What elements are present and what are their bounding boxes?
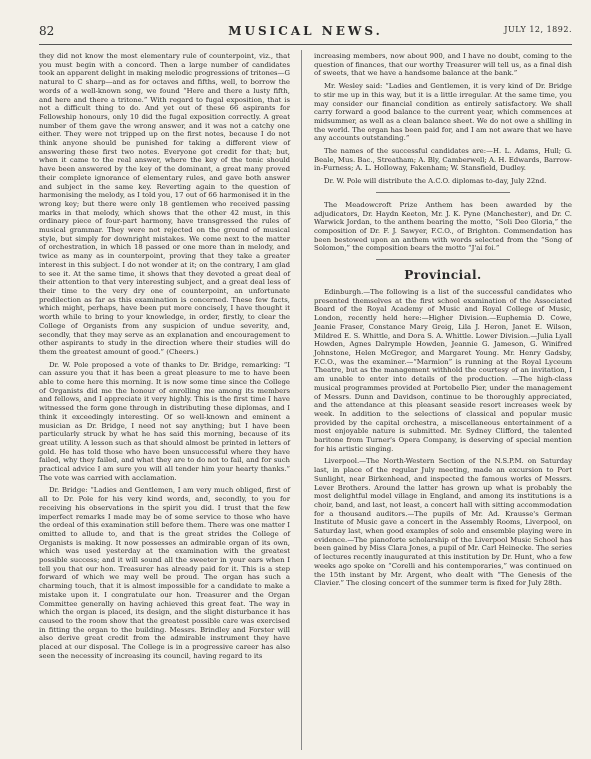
issue-date: JULY 12, 1892. [504, 25, 572, 34]
section-heading: Provincial. [404, 268, 482, 283]
article-paragraph: The names of the successful candidates are:—H. L. Adams, Hull; G. Beale, Mus. Bac., Streatham; A. Bly, Camberwell; A. H. Edwards, Barrow-in-Furness; A. L. Holloway, Fakenham; W. Stansfield, Dudley. [314, 147, 572, 173]
section-divider [376, 259, 510, 260]
publication-title: MUSICAL NEWS. [228, 24, 383, 38]
article-paragraph: increasing members, now about 900, and I have no doubt, coming to the question of finances, that our worthy Treasurer will tell us, as a final dish of sweets, that we have a handsome balance at the bank.” [314, 52, 572, 78]
left-column [39, 52, 290, 665]
article-paragraph: Dr. W. Pole proposed a vote of thanks to Dr. Bridge, remarking: “I can assure you that it has been a great pleasure to me to have been able to come here this morning. It is now some time since the College of Organists did me the honour of enrolling me among its members and fellows, and I appreciate it very highly. This is the first time I have witnessed the form gone through in distributing these diplomas, and I think it exceedingly interesting. Of so well-known and eminent a musician as Dr. Bridge, I need not say anything; but I have been particularly struck by what he has said this morning, because of its great utility. A lesson such as that should almost be printed in letters of gold. He has told those who have been unsuccessful where they have failed, why they failed, and what they are to do not to fail, and for such practical advice I am sure you will all tender him your hearty thanks.” The vote was carried with acclamation. [39, 360, 290, 482]
masthead [39, 24, 572, 42]
page-number: 82 [39, 24, 55, 38]
article-paragraph: they did not know the most elementary rule of counterpoint, viz., that you must begin with a concord. Then a large number of candidates took an apparent delight in making melodic progressions of tritones—G natural to C sharp—and as for octaves and fifths, well, to borrow the words of a well-known song, we found “Here and there a lusty fifth, and here and there a tritone.” With regard to fugal exposition, that is not a difficult thing to do. And yet out of these 66 aspirants for Fellowship honours, only 10 did the fugal exposition correctly. A great number of them gave the wrong answer, and it was not a catchy one either. They were not tripped up on the first notes, because I do not think anyone should be punished for taking a different view of answering these first two notes. Everyone got credit for that; but, when it came to the real answer, where the key of the tonic should have been answered by the key of the dominant, a great many proved their complete ignorance of elementary rules, and gave both answer and subject in the same key. Reverting again to the question of harmonising the melody, as I told you, 17 out of 66 harmonised it in the wrong key; but there were only 18 gentlemen who received passing marks in that melody, which shows that the other 42 must, in this ordinary piece of four-part harmony, have transgressed the rules of musical grammar. They were not rejected on the ground of musical style, but simply for downright mistakes. We come next to the matter of orchestration, in which 18 passed or one more than in melody, and twice as many as in counterpoint, proving that they take a greater interest in this subject. I do not wonder at it; on the contrary, I am glad to see it. At the same time, it shows that they devoted a great deal of their attention to that very interesting subject, and a great deal less of their time to the very dry one of counterpoint, an unfortunate predilection as far as this examination is concerned. These few facts, which might, perhaps, have been put more concisely, I have thought it worth while to bring to your knowledge, in order, firstly, to clear the College of Organists from any suspicion of undue severity, and, secondly, that they may serve as an explanation and encouragement to other aspirants to study in the direction where their studies will do them the greatest amount of good.” (Cheers.) [39, 52, 290, 356]
article-paragraph: Mr. Wesley said: “Ladies and Gentlemen, it is very kind of Dr. Bridge to stir me up in this way, but it is a little irregular. At the same time, you may consider our financial condition as entirely satisfactory. We shall carry forward a good balance to the current year, which commences at midsummer, as well as a clean balance sheet. We do not owe a shilling in the world. The organ has been paid for, and I am not aware that we have any accounts outstanding.” [314, 82, 572, 143]
provincial-paragraph: Liverpool.—The North-Western Section of the N.S.P.M. on Saturday last, in place of the regular July meeting, made an excursion to Port Sunlight, near Birkenhead, and inspected the famous works of Messrs. Lever Brothers. Around the latter has grown up what is probably the most delightful model village in England, and among its institutions is a choir, band, and last, not least, a concert hall with sitting accommodation for a thousand auditors.—The pupils of Mr. Ad. Krausse's German Institute of Music gave a concert in the Assembly Rooms, Liverpool, on Saturday last, when good examples of solo and ensemble playing were in evidence.—The pianoforte scholarship of the Liverpool Music School has been gained by Miss Clara Jones, a pupil of Mr. Carl Heinecke. The series of lectures recently inaugurated at this institution by Dr. Hunt, who a few weeks ago spoke on “Corelli and his contemporaries,” was continued on the 15th instant by Mr. Argent, who dealt with “The Genesis of the Clavier.” The closing concert of the summer term is fixed for July 28th. [314, 457, 572, 588]
right-column [314, 52, 572, 592]
provincial-paragraph: Edinburgh.—The following is a list of the successful candidates who presented themselves at the first school examination of the Associated Board of the Royal Academy of Music and Royal College of Music, London, recently held here:—Higher Division.—Euphemia D. Cowe, Jeanie Fraser, Constance Mary Greig, Lila J. Heron, Janet E. Wilson, Mildred E. S. Whittle, and Dora S. A. Whittle. Lower Division.—Julia Lyall Howden, Agnes Dalrymple Howden, Jeannie G. Jameson, G. Winifred Johnstone, Helen McGregor, and Margaret Young. Mr. Henry Gadsby, F.C.O., was the examiner.—“Marmion” is running at the Royal Lyceum Theatre, but as the management withhold the courtesy of an invitation, I am unable to enter into details of the production. —The high-class musical programmes provided at Portobello Pier, under the management of Messrs. Dunn and Davidson, continue to be thoroughly appreciated, and the attendance at this pleasant seaside resort increases week by week. In addition to the selections of classical and popular music provided by the capital orchestra, a miscellaneous entertainment of a most enjoyable nature is submitted. Mr. Sydney Clifford, the talented baritone from Turner's Opera Company, is deserving of special mention for his artistic singing. [314, 288, 572, 453]
header-rule [39, 44, 572, 45]
column-divider [301, 50, 302, 750]
article-paragraph: Dr. W. Pole will distribute the A.C.O. diplomas to-day, July 22nd. [324, 177, 547, 186]
anthem-paragraph: The Meadowcroft Prize Anthem has been awarded by the adjudicators, Dr. Haydn Keeton, Mr. J. K. Pyne (Manchester), and Dr. C. Warwick Jordan, to the anthem bearing the motto, “Soli Deo Gloria,” the composition of Dr. F. J. Sawyer, F.C.O., of Brighton. Commendation has been bestowed upon an anthem with words selected from the “Song of Solomon,” the composition bears the motto “J'ai foi.” [314, 200, 572, 253]
article-paragraph: Dr. Bridge: “Ladies and Gentlemen, I am very much obliged, first of all to Dr. Pole for his very kind words, and, secondly, to you for receiving his observations in the spirit you did. I trust that the few imperfect remarks I made may be of some service to those who have the ordeal of this examination still before them. There was one matter I omitted to allude to, and that is the great strides the College of Organists is making. It now possesses an admirable organ of its own, which was used yesterday at the examination with the greatest possible success; and it will sound all the sweeter in your ears when I tell you that our hon. Treasurer has already paid for it. This is a step forward of which we may well be proud. The organ has such a charming touch, that it is almost impossible for a candidate to make a mistake upon it. I congratulate our hon. Treasurer and the Organ Committee generally on having achieved this great feat. The way in which the organ is placed, its design, and the slight disturbance it has caused to the room show that the greatest possible care was exercised in fitting the organ to the building. Messrs. Brindley and Forster will also derive great credit from the admirable instrument they have placed at our disposal. The College is in a progressive career has also seen the necessity of increasing its council, having regard to its [39, 486, 290, 660]
section-divider [376, 192, 510, 193]
